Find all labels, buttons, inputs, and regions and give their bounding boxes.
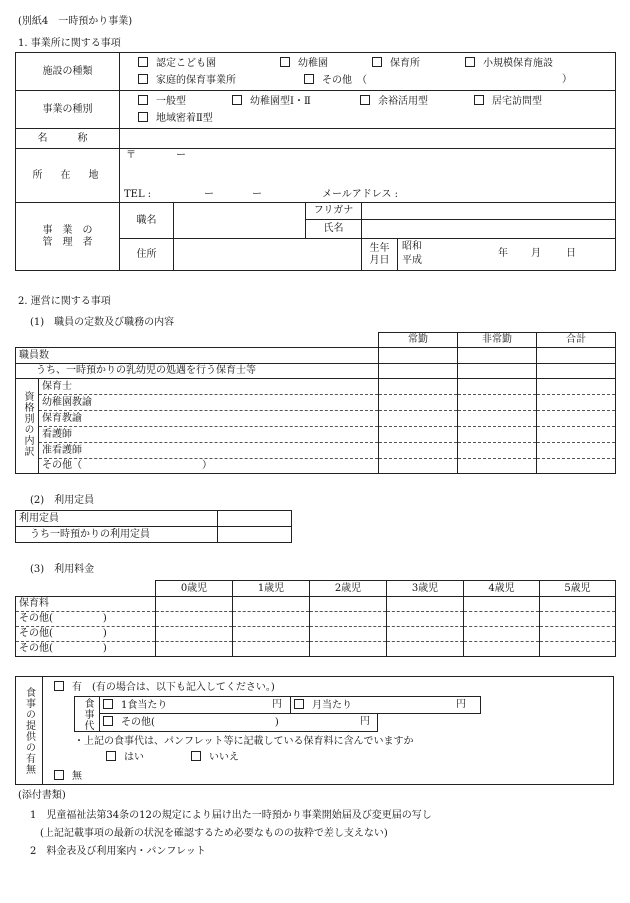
cell[interactable] [233,597,310,612]
facility-type-options [120,53,616,91]
cell[interactable] [387,612,464,627]
col-fulltime: 常勤 [379,333,458,348]
cell[interactable] [379,411,458,427]
fee-row-label: その他( ) [16,642,156,657]
checkbox[interactable] [232,95,242,105]
cell[interactable] [379,364,458,379]
residence-field[interactable] [174,239,362,271]
age-header: 3歳児 [387,581,464,597]
capacity-temp-label: うち一時預かりの利用定員 [16,527,218,543]
checkbox[interactable] [372,57,382,67]
cell[interactable] [379,443,458,459]
cell[interactable] [310,642,387,657]
other-meal-option[interactable]: その他( ) [103,716,279,729]
facility-option-home[interactable]: 家庭的保育事業所 [138,74,236,87]
cell[interactable] [233,627,310,642]
cell[interactable] [464,642,540,657]
tel-dash-1: ー [204,188,214,200]
month-label: 月 [531,248,541,259]
cell[interactable] [387,597,464,612]
section2-title: 2. 運営に関する事項 [18,296,111,307]
contact-row [120,187,616,203]
facility-option-small[interactable]: 小規模保育施設 [465,57,553,70]
yen-label: 円 [456,699,466,710]
checkbox[interactable] [138,74,148,84]
checkbox[interactable] [103,716,113,726]
section1-title: 1. 事業所に関する事項 [18,38,121,49]
cell[interactable] [458,395,537,411]
tel-label: TEL : [124,188,152,200]
col-parttime: 非常勤 [458,333,537,348]
facility-option-kodomoen[interactable]: 認定こども園 [138,57,216,70]
cell[interactable] [387,642,464,657]
answer-no[interactable]: いいえ [191,751,239,764]
included-question: ・上記の食事代は、パンフレット等に記載している保育料に含んでいますか [74,736,414,747]
furigana-label: フリガナ [306,203,362,220]
capacity-table [15,510,292,543]
cell[interactable] [537,443,616,459]
fee-subtitle: (3) 利用料金 [30,564,95,575]
facility-type-label: 施設の種類 [16,53,120,91]
staff-subtitle: (1) 職員の定数及び職務の内容 [30,317,175,328]
qual-row-label: 准看護師 [39,443,379,459]
cell[interactable] [537,427,616,443]
fee-row-label: その他( ) [16,612,156,627]
cell[interactable] [156,612,233,627]
age-header: 0歳児 [156,581,233,597]
cell[interactable] [464,612,540,627]
fee-table [15,580,616,657]
position-label: 職名 [120,203,174,239]
attachment-item: 2 料金表及び利用案内・パンフレット [30,846,206,857]
cell[interactable] [379,379,458,395]
yen-label: 円 [272,699,282,710]
checkbox[interactable] [138,95,148,105]
per-month-option[interactable]: 月当たり [294,699,352,712]
business-type-options [120,91,616,129]
meal-cost-label: 食事代 [74,696,100,732]
document-header: (別紙4 一時預かり事業) [18,16,133,27]
capacity-temp-field[interactable] [218,527,292,543]
checkbox[interactable] [294,699,304,709]
qual-row-label: 看護師 [39,427,379,443]
checkbox[interactable] [280,57,290,67]
staff-temp-label: うち、一時預かりの乳幼児の処遇を行う保育士等 [16,364,379,379]
cell[interactable] [156,642,233,657]
fullname-label: 氏名 [306,220,362,239]
manager-label-line2: 管 理 者 [42,236,93,248]
meal-cost-box [74,696,481,732]
attachment-note: (上記記載事項の最新の状況を確認するため必要なものの抜粋で差し支えない) [30,828,388,839]
cell[interactable] [537,348,616,364]
meal-section [15,676,614,785]
checkbox[interactable] [474,95,484,105]
checkbox[interactable] [304,74,314,84]
capacity-field[interactable] [218,511,292,527]
qual-row-label: 保育教諭 [39,411,379,427]
cell[interactable] [379,459,458,474]
cell[interactable] [537,459,616,474]
cell[interactable] [310,612,387,627]
cell[interactable] [458,443,537,459]
attachments-title: (添付書類) [18,790,66,801]
business-option-community[interactable]: 地域密着Ⅱ型 [138,112,213,125]
staff-table [15,332,616,474]
name-field[interactable] [120,129,616,149]
email-label: メールアドレス : [322,188,399,200]
checkbox[interactable] [138,57,148,67]
fee-row-label: その他( ) [16,627,156,642]
address-label: 所 在 地 [16,149,120,203]
cell[interactable] [156,627,233,642]
cell[interactable] [379,395,458,411]
cell[interactable] [458,348,537,364]
facility-option-kindergarten[interactable]: 幼稚園 [280,57,328,70]
facility-other-close: ） [562,74,572,85]
cell[interactable] [464,627,540,642]
cell[interactable] [458,459,537,474]
cell[interactable] [537,379,616,395]
meal-label: 食事の提供の有無 [16,677,43,784]
qual-label: 資格別の内訳 [16,379,39,474]
cell[interactable] [458,411,537,427]
business-option-home-visit[interactable]: 居宅訪問型 [474,95,542,108]
cell[interactable] [156,597,233,612]
postal-dash: ー [176,150,186,161]
cell[interactable] [537,364,616,379]
tel-dash-2: ー [252,188,262,200]
age-header: 4歳児 [464,581,540,597]
cell[interactable] [387,627,464,642]
cell[interactable] [233,642,310,657]
cell[interactable] [379,348,458,364]
other-meal-cell[interactable] [99,713,378,732]
cell[interactable] [310,597,387,612]
qual-row-label: その他（ ） [39,459,379,474]
business-type-label: 事業の種別 [16,91,120,129]
capacity-subtitle: (2) 利用定員 [30,495,95,506]
capacity-label: 利用定員 [16,511,218,527]
facility-table [15,52,616,271]
checkbox[interactable] [103,699,113,709]
cell[interactable] [233,612,310,627]
staff-total-label: 職員数 [16,348,379,364]
answer-yes[interactable]: はい [106,751,144,764]
per-month-cell[interactable] [290,696,481,714]
business-option-general[interactable]: 一般型 [138,95,186,108]
position-field[interactable] [174,203,306,239]
per-meal-option[interactable]: 1食当たり [103,699,167,712]
manager-label [16,203,120,271]
address-field[interactable] [120,149,616,187]
checkbox[interactable] [138,112,148,122]
cell[interactable] [458,427,537,443]
checkbox[interactable] [54,770,64,780]
qual-row-label: 保育士 [39,379,379,395]
business-option-kindergarten[interactable]: 幼稚園型Ⅰ・Ⅱ [232,95,311,108]
qual-row-label: 幼稚園教諭 [39,395,379,411]
meal-yes-option[interactable]: 有 (有の場合は、以下も記入してください。) [54,681,275,694]
cell[interactable] [537,395,616,411]
day-label: 日 [566,248,576,259]
business-option-surplus[interactable]: 余裕活用型 [360,95,428,108]
fullname-field[interactable] [362,220,616,239]
age-header: 1歳児 [233,581,310,597]
residence-label: 住所 [120,239,174,271]
manager-label-line1: 事 業 の [42,224,93,236]
year-label: 年 [498,248,508,259]
checkbox[interactable] [465,57,475,67]
meal-no-option[interactable]: 無 [54,770,82,783]
checkbox[interactable] [54,681,64,691]
cell[interactable] [464,597,540,612]
name-label: 名 称 [16,129,120,149]
fee-row-label: 保育料 [16,597,156,612]
birthdate-field[interactable] [398,239,616,271]
yen-label: 円 [360,716,370,727]
furigana-field[interactable] [362,203,616,220]
attachment-item: 1 児童福祉法第34条の12の規定により届け出た一時預かり事業開始届及び変更届の写し [30,810,432,821]
cell[interactable] [540,642,616,657]
cell[interactable] [540,627,616,642]
cell[interactable] [310,627,387,642]
cell[interactable] [540,597,616,612]
era-showa: 昭和 [402,241,422,252]
cell[interactable] [540,612,616,627]
era-heisei: 平成 [402,255,422,266]
facility-option-other[interactable]: その他 （ [304,74,367,87]
cell[interactable] [458,364,537,379]
checkbox[interactable] [106,751,116,761]
cell[interactable] [458,379,537,395]
per-meal-cell[interactable] [99,696,291,714]
postal-mark: 〒 [126,150,136,161]
age-header: 5歳児 [540,581,616,597]
age-header: 2歳児 [310,581,387,597]
birth-label: 生年 月日 [362,239,398,271]
checkbox[interactable] [191,751,201,761]
checkbox[interactable] [360,95,370,105]
facility-option-nursery[interactable]: 保育所 [372,57,420,70]
cell[interactable] [379,427,458,443]
col-total: 合計 [537,333,616,348]
cell[interactable] [537,411,616,427]
